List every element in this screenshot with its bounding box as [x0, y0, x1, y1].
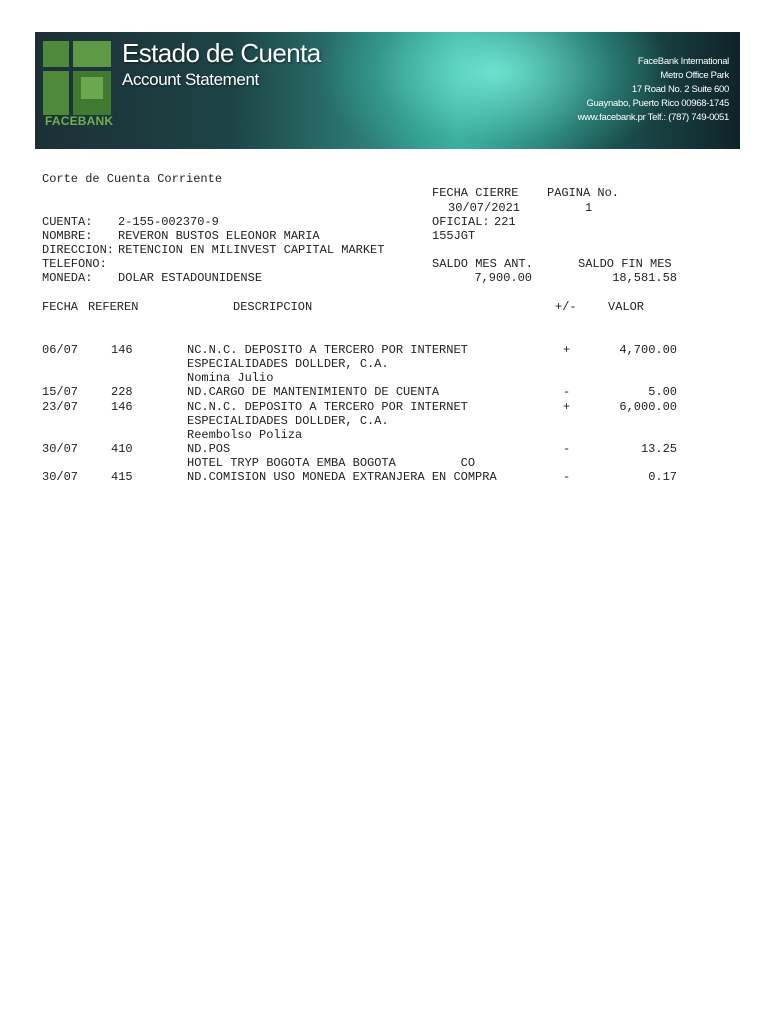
- row-fecha: 23/07: [42, 400, 79, 414]
- row-sign: -: [563, 385, 571, 399]
- bank-contact: www.facebank.pr Telf.: (787) 749-0051: [577, 112, 729, 123]
- row-sign: -: [563, 470, 571, 484]
- saldo-fin-value: 18,581.58: [612, 271, 677, 285]
- nombre-label: NOMBRE:: [42, 229, 93, 243]
- row-ref: 146: [111, 343, 133, 357]
- col-header-fecha: FECHA: [42, 300, 79, 314]
- cuenta-value: 2-155-002370-9: [118, 215, 219, 229]
- row-desc: Nomina Julio: [187, 371, 274, 385]
- pagina-value: 1: [585, 201, 593, 215]
- row-ref: 415: [111, 470, 133, 484]
- col-header-referen: REFEREN: [88, 300, 139, 314]
- bank-contact-block: [578, 55, 729, 125]
- row-desc: NC.N.C. DEPOSITO A TERCERO POR INTERNET: [187, 400, 468, 414]
- row-desc: ND.CARGO DE MANTENIMIENTO DE CUENTA: [187, 385, 440, 399]
- row-desc: ESPECIALIDADES DOLLDER, C.A.: [187, 357, 389, 371]
- direccion-label: DIRECCION:: [42, 243, 115, 257]
- row-valor: 4,700.00: [619, 343, 677, 357]
- nombre-value: REVERON BUSTOS ELEONOR MARIA: [118, 229, 320, 243]
- oficial-code: 155JGT: [432, 229, 476, 243]
- col-header-valor: VALOR: [608, 300, 645, 314]
- row-ref: 410: [111, 442, 133, 456]
- row-ref: 146: [111, 400, 133, 414]
- logo-wordmark: FACEBANK: [45, 114, 114, 128]
- statement-heading: Corte de Cuenta Corriente: [42, 172, 223, 186]
- direccion-value: RETENCION EN MILINVEST CAPITAL MARKET: [118, 243, 385, 257]
- saldo-ant-label: SALDO MES ANT.: [432, 257, 533, 271]
- row-valor: 6,000.00: [619, 400, 677, 414]
- row-fecha: 06/07: [42, 343, 79, 357]
- row-valor: 13.25: [640, 442, 677, 456]
- pagina-label: PAGINA No.: [547, 186, 620, 200]
- saldo-ant-value: 7,900.00: [474, 271, 532, 285]
- row-desc: ESPECIALIDADES DOLLDER, C.A.: [187, 414, 389, 428]
- fecha-cierre-value: 30/07/2021: [448, 201, 521, 215]
- row-ref: 228: [111, 385, 133, 399]
- saldo-fin-label: SALDO FIN MES: [578, 257, 672, 271]
- row-fecha: 30/07: [42, 442, 79, 456]
- bank-address-line3: Guaynabo, Puerto Rico 00968-1745: [586, 98, 729, 109]
- oficial-value: 221: [494, 215, 516, 229]
- row-desc: NC.N.C. DEPOSITO A TERCERO POR INTERNET: [187, 343, 468, 357]
- row-desc: ND.POS: [187, 442, 231, 456]
- cuenta-label: CUENTA:: [42, 215, 93, 229]
- row-desc: HOTEL TRYP BOGOTA EMBA BOGOTA CO: [187, 456, 476, 470]
- row-sign: -: [563, 442, 571, 456]
- page-subtitle: Account Statement: [122, 70, 259, 89]
- fecha-cierre-label: FECHA CIERRE: [432, 186, 519, 200]
- statement-banner: [35, 32, 740, 149]
- col-header-descripcion: DESCRIPCION: [233, 300, 313, 314]
- moneda-label: MONEDA:: [42, 271, 93, 285]
- bank-address-line2: 17 Road No. 2 Suite 600: [631, 84, 729, 95]
- row-valor: 5.00: [648, 385, 677, 399]
- row-fecha: 15/07: [42, 385, 79, 399]
- telefono-label: TELEFONO:: [42, 257, 107, 271]
- page-title: Estado de Cuenta: [122, 38, 321, 68]
- moneda-value: DOLAR ESTADOUNIDENSE: [118, 271, 263, 285]
- row-desc: ND.COMISION USO MONEDA EXTRANJERA EN COMPRA: [187, 470, 497, 484]
- row-desc: Reembolso Poliza: [187, 428, 303, 442]
- oficial-label: OFICIAL:: [432, 215, 490, 229]
- col-header-sign: +/-: [555, 300, 577, 314]
- row-sign: +: [563, 343, 571, 357]
- row-fecha: 30/07: [42, 470, 79, 484]
- row-sign: +: [563, 400, 571, 414]
- row-valor: 0.17: [648, 470, 677, 484]
- bank-address-line1: Metro Office Park: [660, 70, 729, 81]
- bank-name: FaceBank International: [637, 56, 729, 67]
